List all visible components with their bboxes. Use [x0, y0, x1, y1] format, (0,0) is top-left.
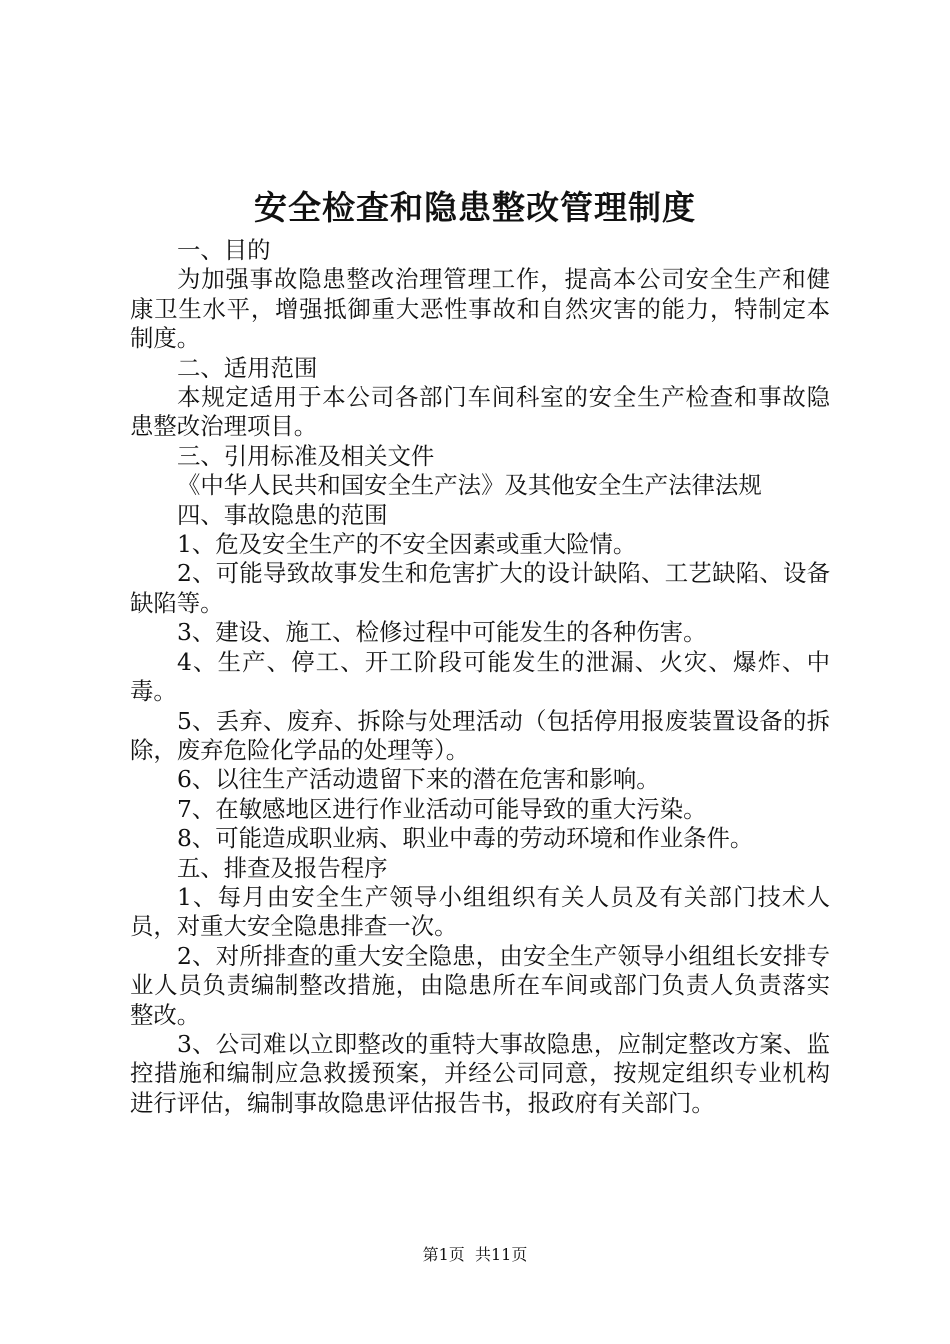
paragraph-scope: 本规定适用于本公司各部门车间科室的安全生产检查和事故隐患整改治理项目。 — [130, 383, 830, 441]
list-item: 2、可能导致故事发生和危害扩大的设计缺陷、工艺缺陷、设备缺陷等。 — [130, 559, 830, 617]
section-heading-purpose: 一、目的 — [177, 236, 271, 264]
list-item: 4、生产、停工、开工阶段可能发生的泄漏、火灾、爆炸、中毒。 — [130, 647, 830, 706]
section-heading-scope: 二、适用范围 — [177, 353, 318, 382]
section-heading-hazard-range: 四、事故隐患的范围 — [177, 500, 388, 529]
list-item: 2、对所排查的重大安全隐患，由安全生产领导小组组长安排专业人员负责编制整改措施，由隐患所在车间或部门负责人负责落实整改。 — [130, 941, 830, 1029]
list-item: 1、危及安全生产的不安全因素或重大险情。 — [177, 530, 637, 559]
list-item: 6、以往生产活动遗留下来的潜在危害和影响。 — [177, 765, 660, 794]
list-item: 7、在敏感地区进行作业活动可能导致的重大污染。 — [177, 794, 707, 823]
page-number: 第1页 — [422, 1245, 465, 1264]
page-total: 共11页 — [474, 1245, 528, 1264]
paragraph-references: 《中华人民共和国安全生产法》及其他安全生产法律法规 — [177, 471, 762, 500]
section-heading-references: 三、引用标准及相关文件 — [177, 441, 435, 470]
paragraph-purpose: 为加强事故隐患整改治理管理工作，提高本公司安全生产和健康卫生水平，增强抵御重大恶性事故和自然灾害的能力，特制定本制度。 — [130, 265, 830, 353]
list-item: 5、丢弃、废弃、拆除与处理活动（包括停用报废装置设备的拆除，废弃危险化学品的处理等）。 — [130, 706, 830, 764]
document-title: 安全检查和隐患整改管理制度 — [254, 188, 696, 227]
list-item: 3、建设、施工、检修过程中可能发生的各种伤害。 — [177, 618, 707, 647]
list-item: 1、每月由安全生产领导小组组织有关人员及有关部门技术人员，对重大安全隐患排查一次。 — [130, 882, 830, 941]
page-footer — [0, 1244, 950, 1266]
list-item: 8、可能造成职业病、职业中毒的劳动环境和作业条件。 — [177, 824, 754, 853]
section-heading-procedure: 五、排查及报告程序 — [177, 853, 388, 882]
list-item: 3、公司难以立即整改的重特大事故隐患，应制定整改方案、监控措施和编制应急救援预案，并经公司同意，按规定组织专业机构进行评估，编制事故隐患评估报告书，报政府有关部门。 — [130, 1029, 830, 1117]
document-body — [130, 236, 830, 1118]
